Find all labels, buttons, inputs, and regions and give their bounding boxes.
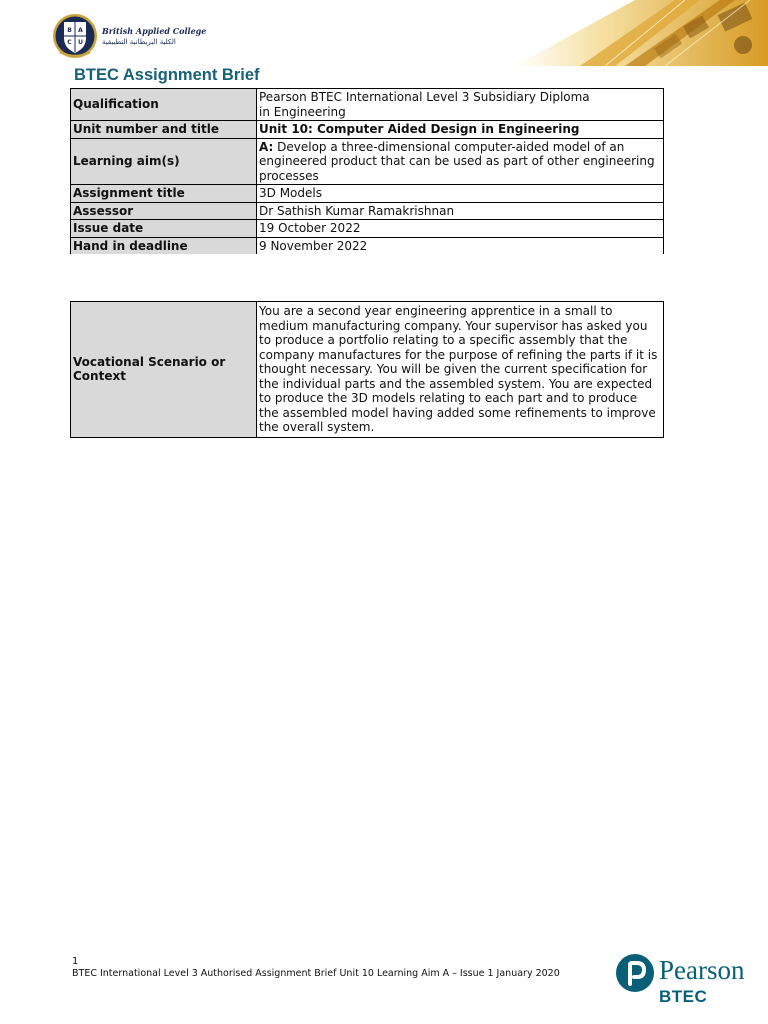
- crest-letter: B: [67, 27, 72, 34]
- unit-value: Unit 10: Computer Aided Design in Engineering: [257, 121, 664, 139]
- qualification-label: Qualification: [71, 89, 257, 121]
- table-row: [71, 202, 664, 220]
- btec-wordmark: BTEC: [659, 987, 708, 1006]
- learning-aim-prefix: A:: [259, 139, 274, 154]
- assignment-title-value: 3D Models: [257, 185, 664, 203]
- pearson-wordmark: Pearson: [659, 955, 745, 985]
- scenario-table: [70, 301, 664, 438]
- scenario-label: Vocational Scenario or Context: [71, 302, 257, 438]
- assessor-label: Assessor: [71, 202, 257, 220]
- pearson-p-icon: [615, 953, 655, 993]
- unit-label: Unit number and title: [71, 121, 257, 139]
- pearson-logo: [615, 953, 755, 1013]
- deadline-value: 9 November 2022: [257, 237, 664, 254]
- learning-aim-text: Develop a three-dimensional computer-aided model of an engineered product that can be used as part of other engineering processes: [259, 139, 655, 183]
- page-title: BTEC Assignment Brief: [74, 66, 260, 84]
- college-name: British Applied College: [102, 26, 207, 36]
- deadline-label: Hand in deadline: [71, 237, 257, 254]
- crest-letter: A: [78, 27, 83, 34]
- college-name-arabic: الكلية البريطانية التطبيقية: [102, 38, 176, 46]
- crest-letter: C: [67, 39, 72, 46]
- college-logo: [50, 12, 207, 60]
- table-row: [71, 121, 664, 139]
- crest-letter: U: [78, 39, 83, 46]
- scenario-text: You are a second year engineering apprentice in a small to medium manufacturing company. Your supervisor has asked you to produce a portfolio relating to a specific assembly that the company manufactures for the purpose of refining the parts if it is thought necessary. You will be given the current specification for the individual parts and the assembled system. You are expected to produce the 3D models relating to each part and to produce the assembled model having added some refinements to improve the overall system.: [257, 302, 664, 438]
- qualification-line: Pearson BTEC International Level 3 Subsidiary Diploma: [259, 90, 590, 104]
- qualification-value: [257, 89, 664, 121]
- table-row: [71, 89, 664, 121]
- issue-date-value: 19 October 2022: [257, 220, 664, 238]
- table-row: [71, 237, 664, 254]
- page-number: 1: [72, 956, 79, 967]
- qualification-line: in Engineering: [259, 104, 346, 119]
- crest-icon: [52, 12, 98, 60]
- learning-aim-label: Learning aim(s): [71, 138, 257, 185]
- assignment-details-table: [70, 88, 664, 254]
- table-row: [71, 220, 664, 238]
- issue-date-label: Issue date: [71, 220, 257, 238]
- assessor-value: Dr Sathish Kumar Ramakrishnan: [257, 202, 664, 220]
- footer-text: BTEC International Level 3 Authorised Assignment Brief Unit 10 Learning Aim A – Issue 1 January 2020: [72, 968, 560, 979]
- header-decoration-image: [485, 0, 768, 66]
- table-row: [71, 138, 664, 185]
- table-row: [71, 302, 664, 438]
- assignment-title-label: Assignment title: [71, 185, 257, 203]
- table-row: [71, 185, 664, 203]
- learning-aim-value: [257, 138, 664, 185]
